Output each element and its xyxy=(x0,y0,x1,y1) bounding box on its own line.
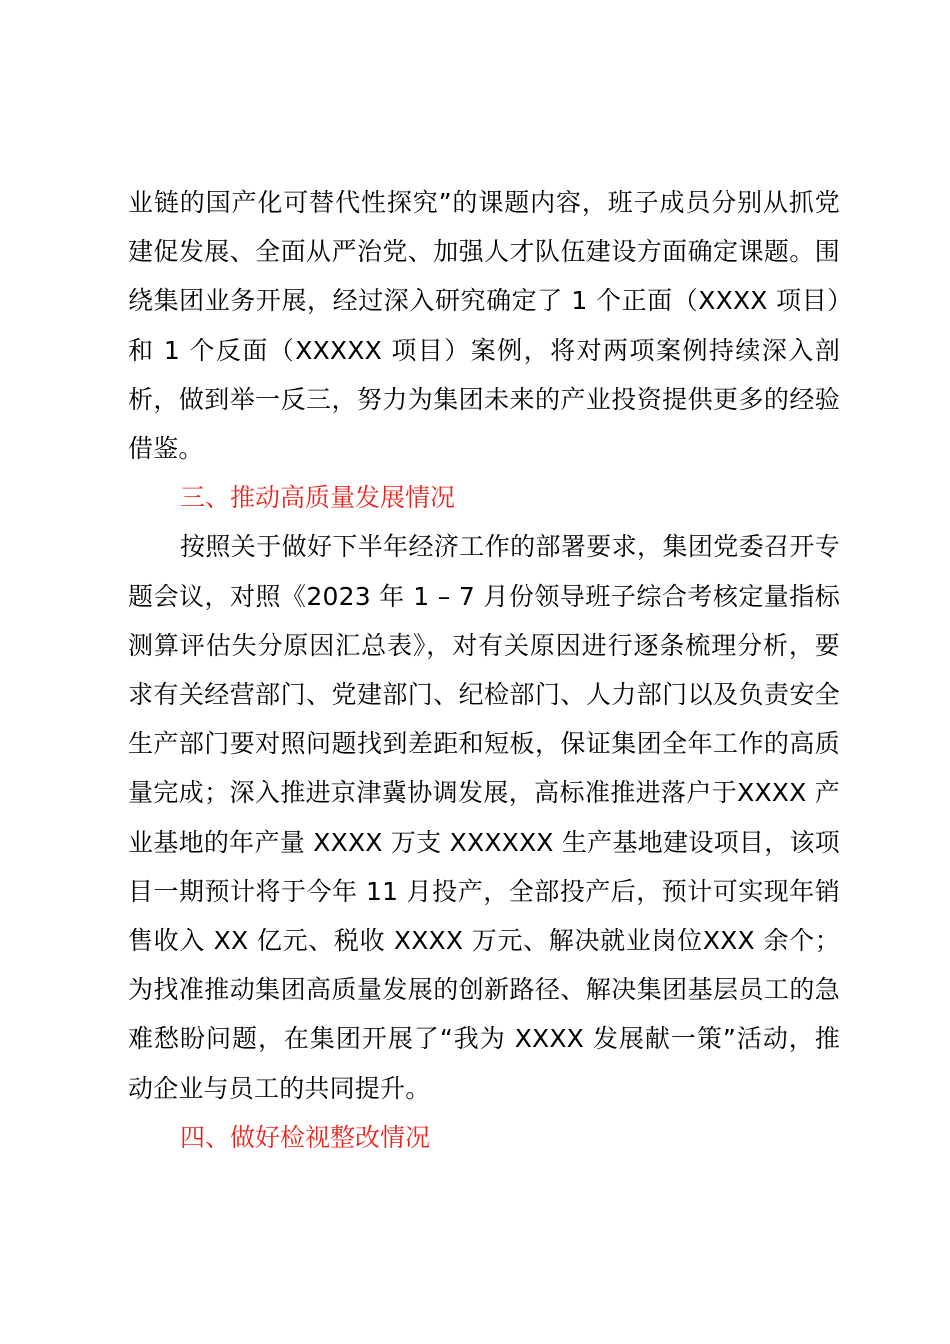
section-heading-inspection-rectification: 四、做好检视整改情况 xyxy=(180,1122,431,1152)
document-body xyxy=(128,178,840,1162)
paragraph-economic-work: 按照关于做好下半年经济工作的部署要求，集团党委召开专题会议，对照《2023 年 1 – 7 月份领导班子综合考核定量指标测算评估失分原因汇总表》，对有关原因进行逐条梳理分析，要求有关经营部门、党建部门、纪检部门、人力部门以及负责安全生产部门要对照问题找到差距和短板，保证集团全年工作的高质量完成；深入推进京津冀协调发展，高标准推进落户于XXXX 产业基地的年产量 XXXX 万支 XXXXXX 生产基地建设项目，该项目一期预计将于今年 11 月投产，全部投产后，预计可实现年销售收入 XX 亿元、税收 XXXX 万元、解决就业岗位XXX 余个；为找准推动集团高质量发展的创新路径、解决集团基层员工的急难愁盼问题，在集团开展了“我为 XXXX 发展献一策”活动，推动企业与员工的共同提升。 xyxy=(128,532,840,1103)
paragraph-research-topics: 业链的国产化可替代性探究”的课题内容，班子成员分别从抓党建促发展、全面从严治党、加强人才队伍建设方面确定课题。围绕集团业务开展，经过深入研究确定了 1 个正面（XXXX 项目）和 1 个反面（XXXXX 项目）案例，将对两项案例持续深入剖析，做到举一反三，努力为集团未来的产业投资提供更多的经验借鉴。 xyxy=(128,188,840,464)
section-heading-high-quality-development: 三、推动高质量发展情况 xyxy=(180,483,456,513)
